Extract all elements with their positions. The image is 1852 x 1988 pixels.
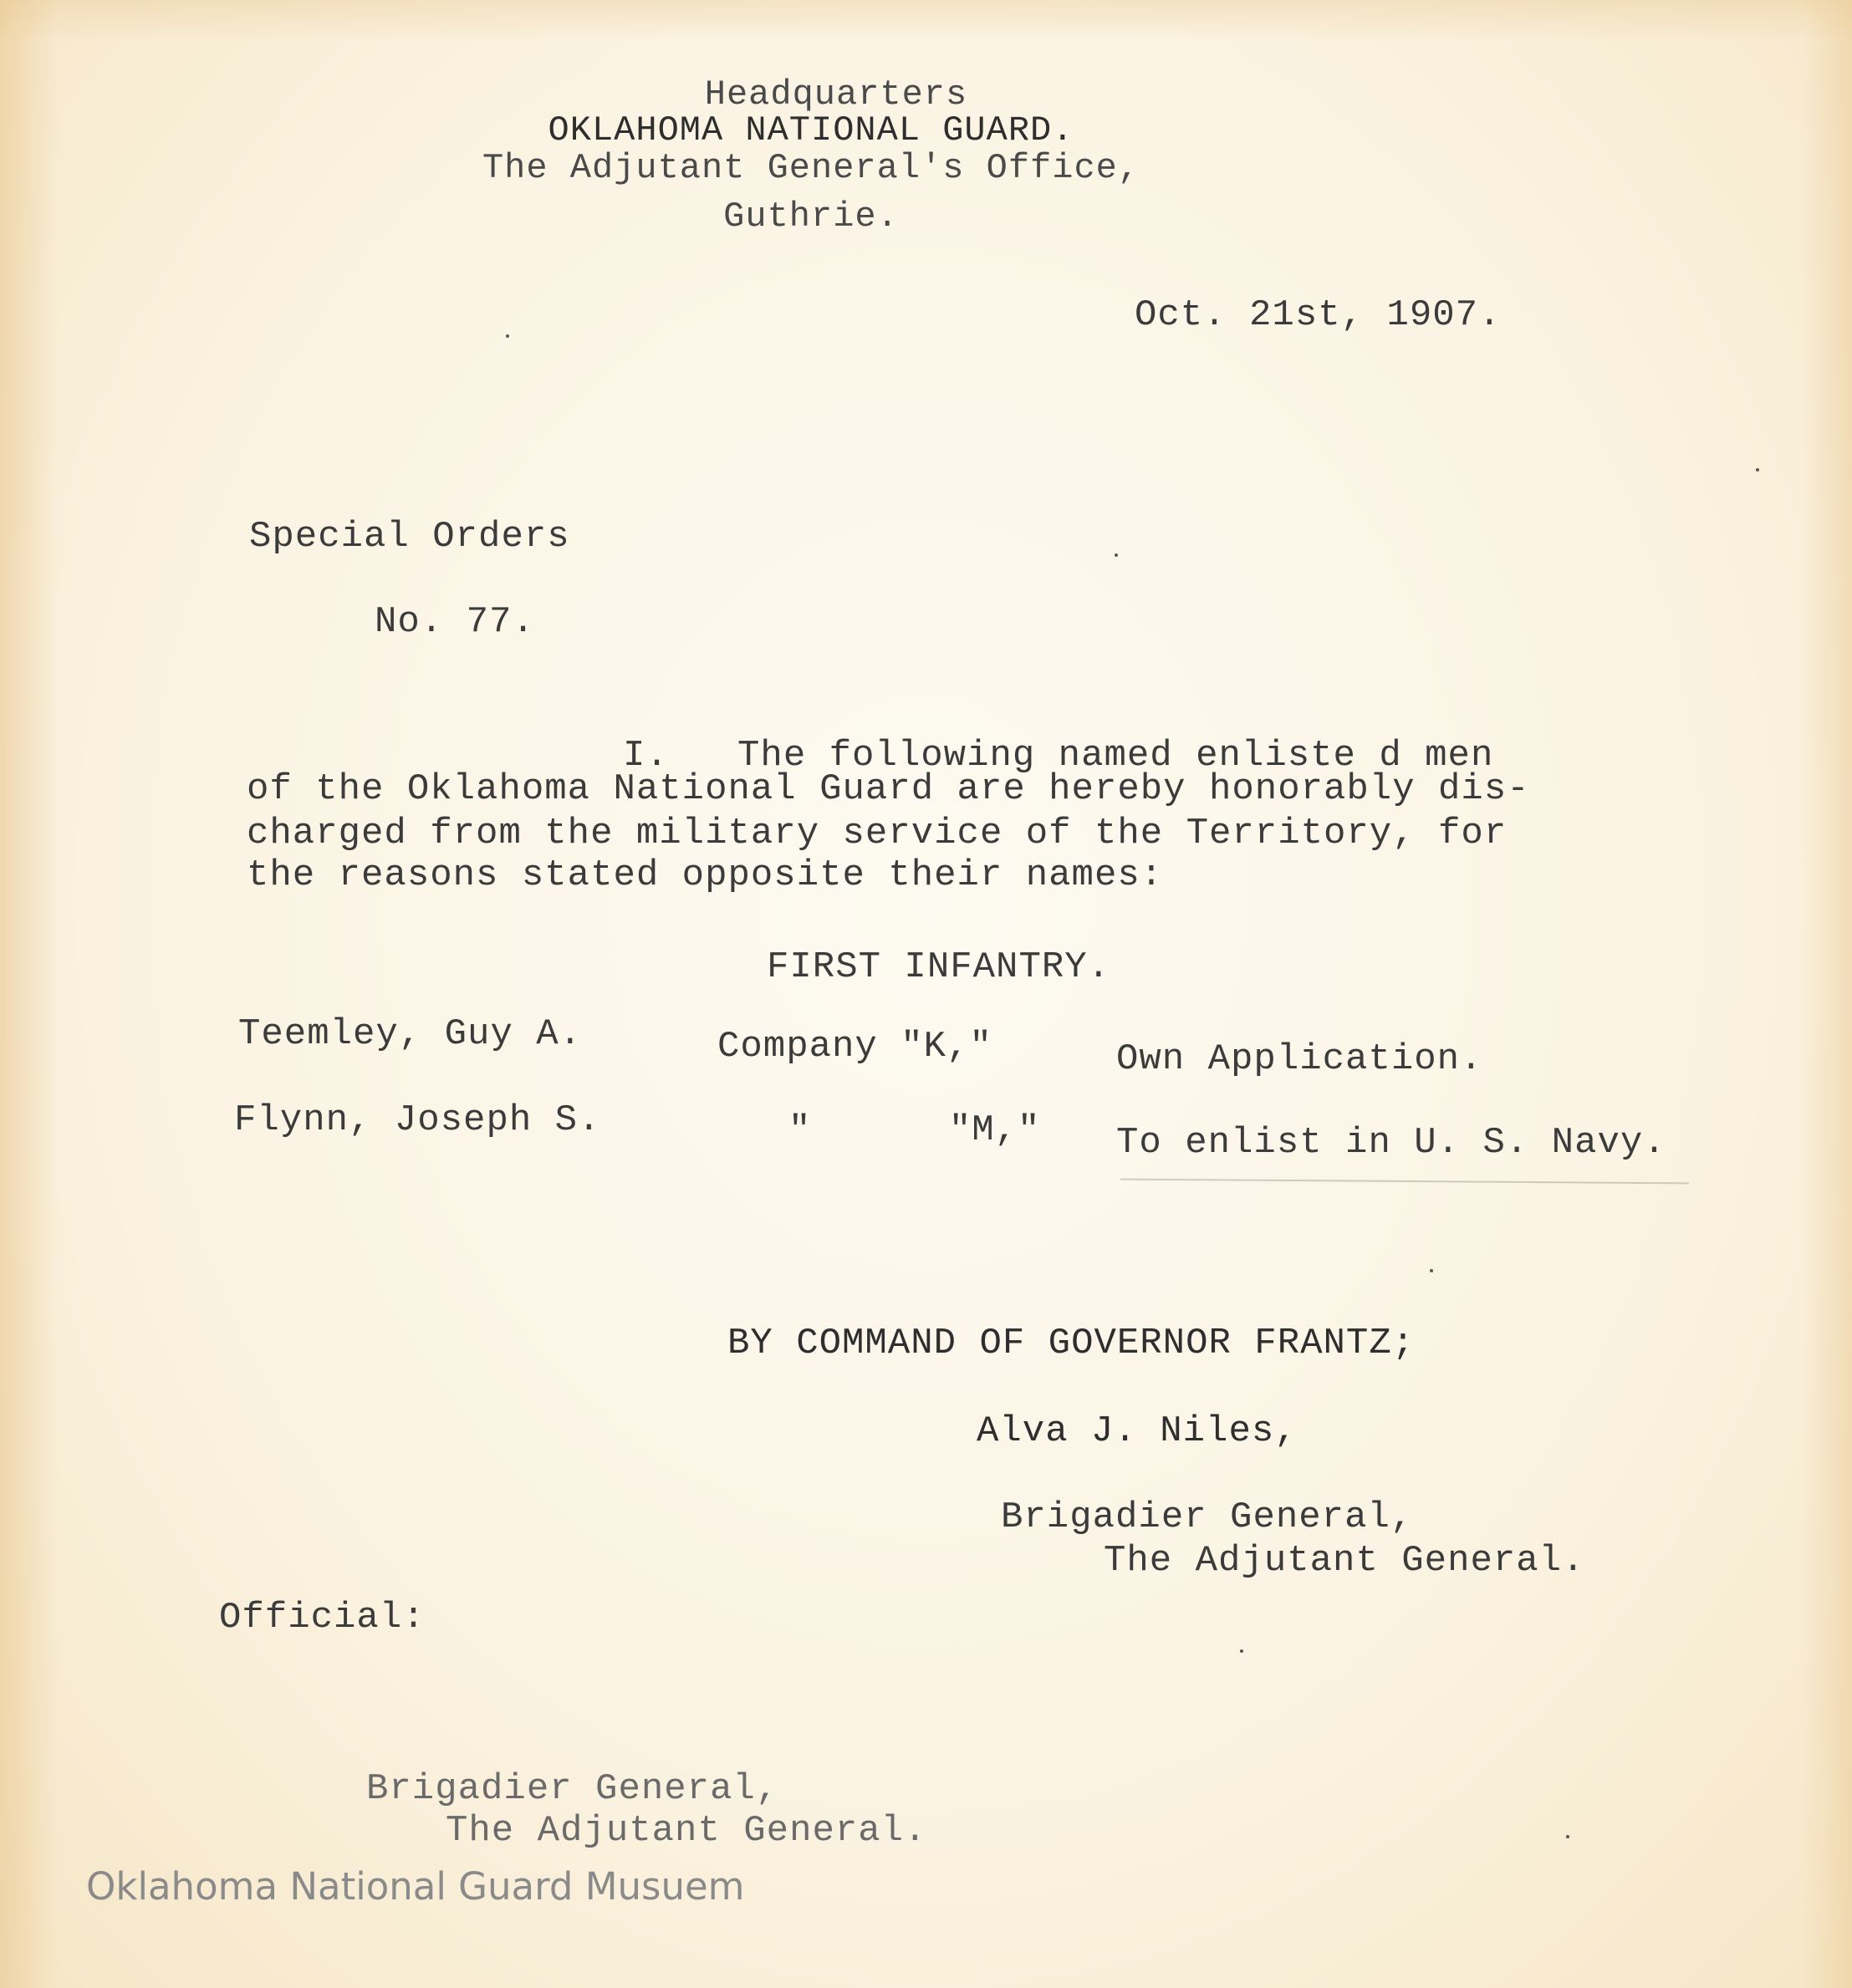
paragraph-line-1: I. The following named enliste d men [623,735,1494,777]
museum-watermark: Oklahoma National Guard Musuem [86,1864,745,1909]
roster-company: " "M," [788,1109,1041,1151]
page-edge-stain-top [0,0,1852,42]
roster-reason: Own Application. [1116,1038,1483,1080]
page-edge-stain-right [1802,0,1852,1988]
official-label: Official: [219,1597,426,1639]
letterhead-line-3: The Adjutant General's Office, [482,148,1140,188]
letterhead-line-1: Headquarters [704,74,968,115]
paper-speck [1115,553,1118,557]
paper-speck [1430,1269,1433,1272]
signer-rank: Brigadier General, [1001,1496,1414,1538]
signer-title: The Adjutant General. [1104,1540,1585,1582]
paper-speck [1240,1649,1243,1653]
roster-reason: To enlist in U. S. Navy. [1116,1122,1666,1164]
paper-speck [506,334,509,338]
paragraph-line-4: the reasons stated opposite their names: [247,854,1164,896]
section-heading: FIRST INFANTRY. [767,946,1111,988]
official-title: The Adjutant General. [446,1810,927,1852]
paper-speck [1566,1835,1569,1838]
letterhead-line-4: Guthrie. [723,196,899,237]
page-edge-stain-left [0,0,59,1988]
official-rank: Brigadier General, [366,1768,779,1810]
signer-name: Alva J. Niles, [977,1410,1298,1452]
command-line: BY COMMAND OF GOVERNOR FRANTZ; [727,1323,1416,1364]
paragraph-line-3: charged from the military service of the Territory, for [247,813,1508,854]
paragraph-line-2: of the Oklahoma National Guard are hereby honorably dis- [247,768,1530,810]
paper-speck [1756,468,1759,472]
roster-name: Teemley, Guy A. [238,1013,583,1055]
letterhead-line-2: OKLAHOMA NATIONAL GUARD. [548,110,1074,150]
pencil-underline [1120,1179,1689,1185]
orders-title: Special Orders [249,516,570,558]
roster-name: Flynn, Joseph S. [234,1099,601,1141]
roster-company: Company "K," [717,1026,992,1068]
document-date: Oct. 21st, 1907. [1135,294,1502,336]
orders-number: No. 77. [375,601,535,643]
